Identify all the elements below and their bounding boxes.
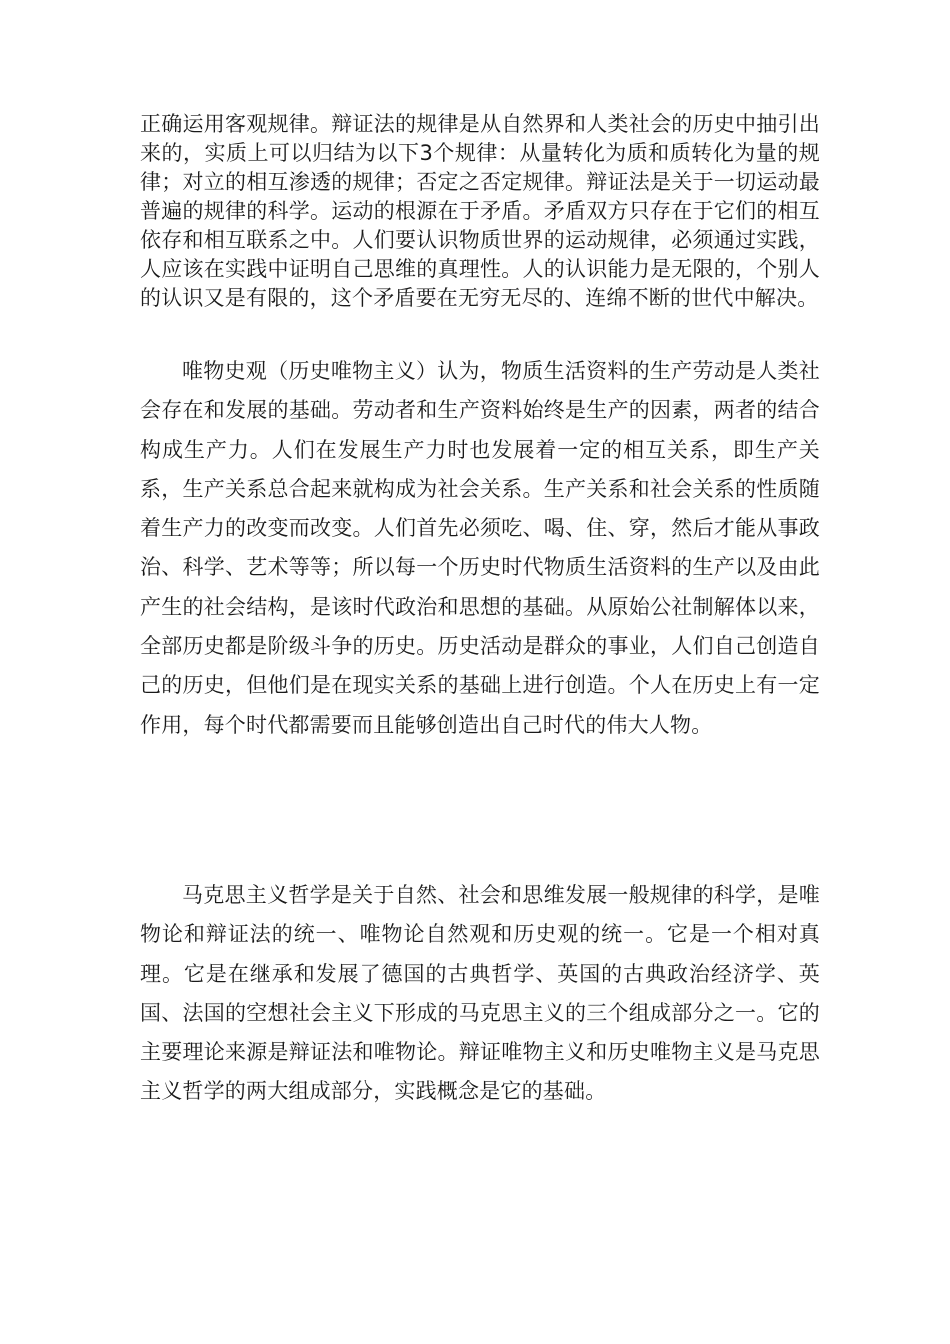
- paragraph-marxist-philosophy: 马克思主义哲学是关于自然、社会和思维发展一般规律的科学，是唯物论和辩证法的统一、唯物论自然观和历史观的统一。它是一个相对真理。它是在继承和发展了德国的古典哲学、英国的古典政治经济学、英国、法国的空想社会主义下形成的马克思主义的三个组成部分之一。它的主要理论来源是辩证法和唯物论。辩证唯物主义和历史唯物主义是马克思主义哲学的两大组成部分，实践概念是它的基础。: [140, 883, 820, 1104]
- paragraph-dialectics-laws: 正确运用客观规律。辩证法的规律是从自然界和人类社会的历史中抽引出来的，实质上可以归结为以下3个规律：从量转化为质和质转化为量的规律；对立的相互渗透的规律；否定之否定规律。辩证法是关于一切运动最普遍的规律的科学。运动的根源在于矛盾。矛盾双方只存在于它们的相互依存和相互联系之中。人们要认识物质世界的运动规律，必须通过实践，人应该在实践中证明自己思维的真理性。人的认识能力是无限的，个别人的认识又是有限的，这个矛盾要在无穷无尽的、连绵不断的世代中解决。: [140, 112, 820, 310]
- paragraph-historical-materialism: 唯物史观（历史唯物主义）认为，物质生活资料的生产劳动是人类社会存在和发展的基础。劳动者和生产资料始终是生产的因素，两者的结合构成生产力。人们在发展生产力时也发展着一定的相互关系，即生产关系，生产关系总合起来就构成为社会关系。生产关系和社会关系的性质随着生产力的改变而改变。人们首先必须吃、喝、住、穿，然后才能从事政治、科学、艺术等等；所以每一个历史时代物质生活资料的生产以及由此产生的社会结构，是该时代政治和思想的基础。从原始公社制解体以来，全部历史都是阶级斗争的历史。历史活动是群众的事业，人们自己创造自己的历史，但他们是在现实关系的基础上进行创造。个人在历史上有一定作用，每个时代都需要而且能够创造出自己时代的伟大人物。: [140, 359, 820, 737]
